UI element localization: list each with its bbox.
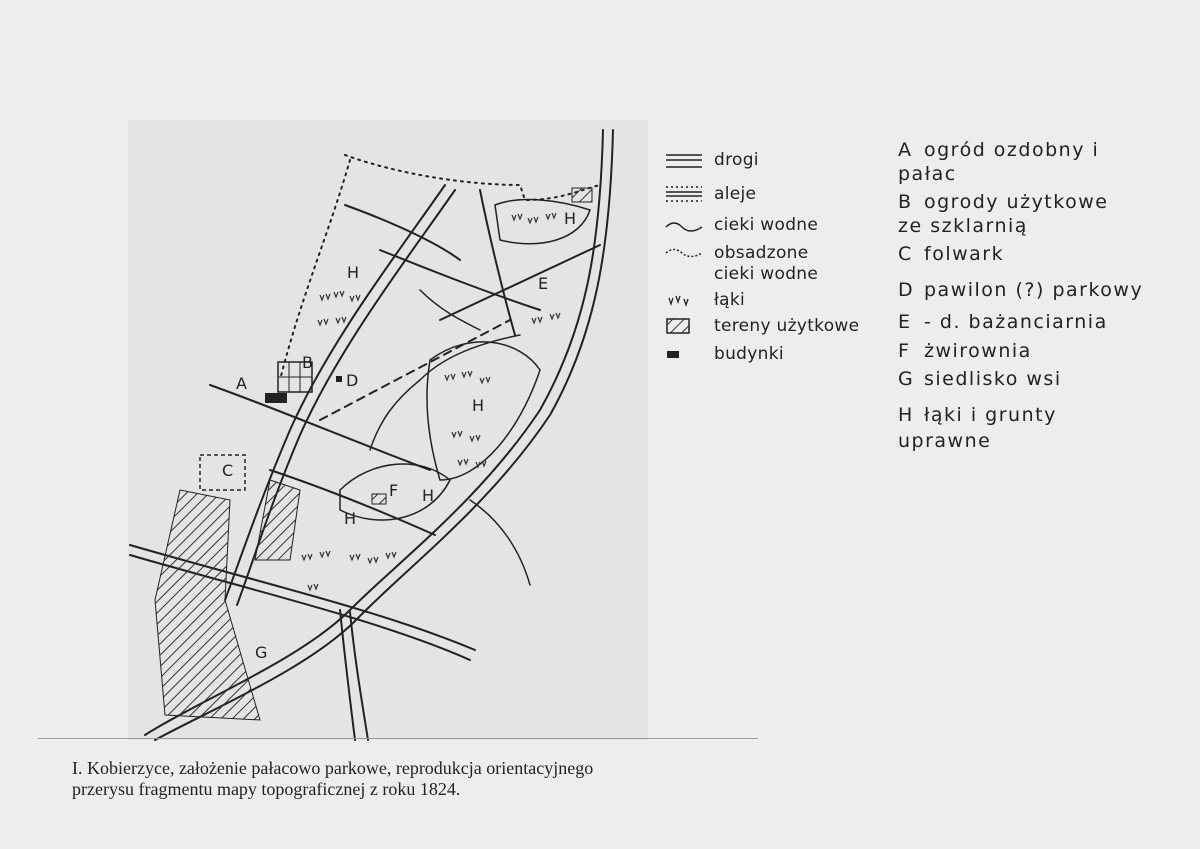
utility-terrain-center: [255, 480, 300, 560]
key-item-b: B ogrody użytkowe ze szklarnią: [898, 191, 1109, 237]
road-cross-2: [210, 385, 430, 470]
key-item-h: H łąki i grunty uprawne: [898, 404, 1057, 452]
figure-caption: I. Kobierzyce, założenie pałacowo parkowe, reprodukcja orientacyjnego przerysu fragmentu mapy topograficznej z roku 1824.: [72, 758, 594, 799]
meadow-mark: [350, 295, 360, 301]
key-item-a: A ogród ozdobny i pałac: [898, 139, 1100, 185]
meadow-mark: [368, 557, 378, 563]
alley-symbol-icon: [664, 184, 704, 204]
building-d: [336, 376, 342, 382]
building-gravel: [372, 494, 386, 504]
legend-item-planted-streams: obsadzone cieki wodne: [664, 243, 854, 285]
key-item-d: D pawilon (?) parkowy: [898, 279, 1144, 301]
legend-item-buildings: budynki: [664, 344, 784, 364]
legend-item-utility-terrain: tereny użytkowe: [664, 316, 859, 336]
park-border-west: [280, 160, 350, 380]
key-item-e: E - d. bażanciarnia: [898, 311, 1108, 333]
meadow-mark: [550, 313, 560, 319]
meadow-mark: [480, 377, 490, 383]
building-north: [572, 188, 592, 202]
key-item-g: G siedlisko wsi: [898, 368, 1062, 390]
meadow-mark: [532, 317, 542, 323]
road-star-2: [480, 190, 515, 335]
building-icon: [664, 344, 704, 364]
map-label-g: G: [255, 643, 268, 662]
legend-item-roads: drogi: [664, 150, 759, 170]
map-label-b: B: [302, 353, 313, 372]
map-label-d: D: [346, 371, 359, 390]
grass-icon: [664, 290, 704, 310]
dotted-wave-icon: [664, 243, 704, 263]
hatched-box-icon: [664, 316, 704, 336]
meadow-mark: [350, 554, 360, 560]
map-label-h: H: [422, 486, 435, 505]
map-label-h: H: [472, 396, 485, 415]
meadow-mark: [308, 584, 318, 590]
map-label-h: H: [347, 263, 360, 282]
map-label-e: E: [538, 274, 549, 293]
meadow-mark: [318, 319, 328, 325]
meadow-mark: [458, 459, 468, 465]
key-item-f: F żwirownia: [898, 340, 1032, 362]
map-label-a: A: [236, 374, 247, 393]
meadow-mark: [386, 552, 396, 558]
meadow-mark: [334, 291, 344, 297]
stream-3: [420, 290, 480, 330]
meadow-mark: [512, 214, 522, 220]
caption-divider: [38, 738, 758, 739]
road-symbol-icon: [664, 150, 704, 170]
map-label-f: F: [389, 481, 399, 500]
meadow-mark: [528, 217, 538, 223]
meadow-mark: [302, 554, 312, 560]
key-item-c: C folwark: [898, 243, 1005, 265]
legend-item-alleys: aleje: [664, 184, 756, 204]
meadow-mark: [320, 294, 330, 300]
stream-2: [470, 500, 530, 585]
road-central: [225, 185, 445, 600]
utility-terrain-west: [155, 490, 260, 720]
meadow-mark: [462, 371, 472, 377]
meadow-mark: [445, 374, 455, 380]
building-palace: [265, 393, 287, 403]
meadow-mark: [470, 435, 480, 441]
legend-item-meadows: łąki: [664, 290, 745, 310]
meadow-mark: [452, 431, 462, 437]
map-label-h: H: [564, 209, 577, 228]
meadow-mark: [546, 213, 556, 219]
map-label-h: H: [344, 509, 357, 528]
park-border-north: [345, 155, 600, 200]
road-cross-4: [345, 205, 460, 260]
map-label-c: C: [222, 461, 234, 480]
legend-item-streams: cieki wodne: [664, 215, 818, 235]
wave-icon: [664, 215, 704, 235]
meadow-mark: [336, 317, 346, 323]
meadow-mark: [320, 551, 330, 557]
stream-1: [370, 335, 520, 450]
